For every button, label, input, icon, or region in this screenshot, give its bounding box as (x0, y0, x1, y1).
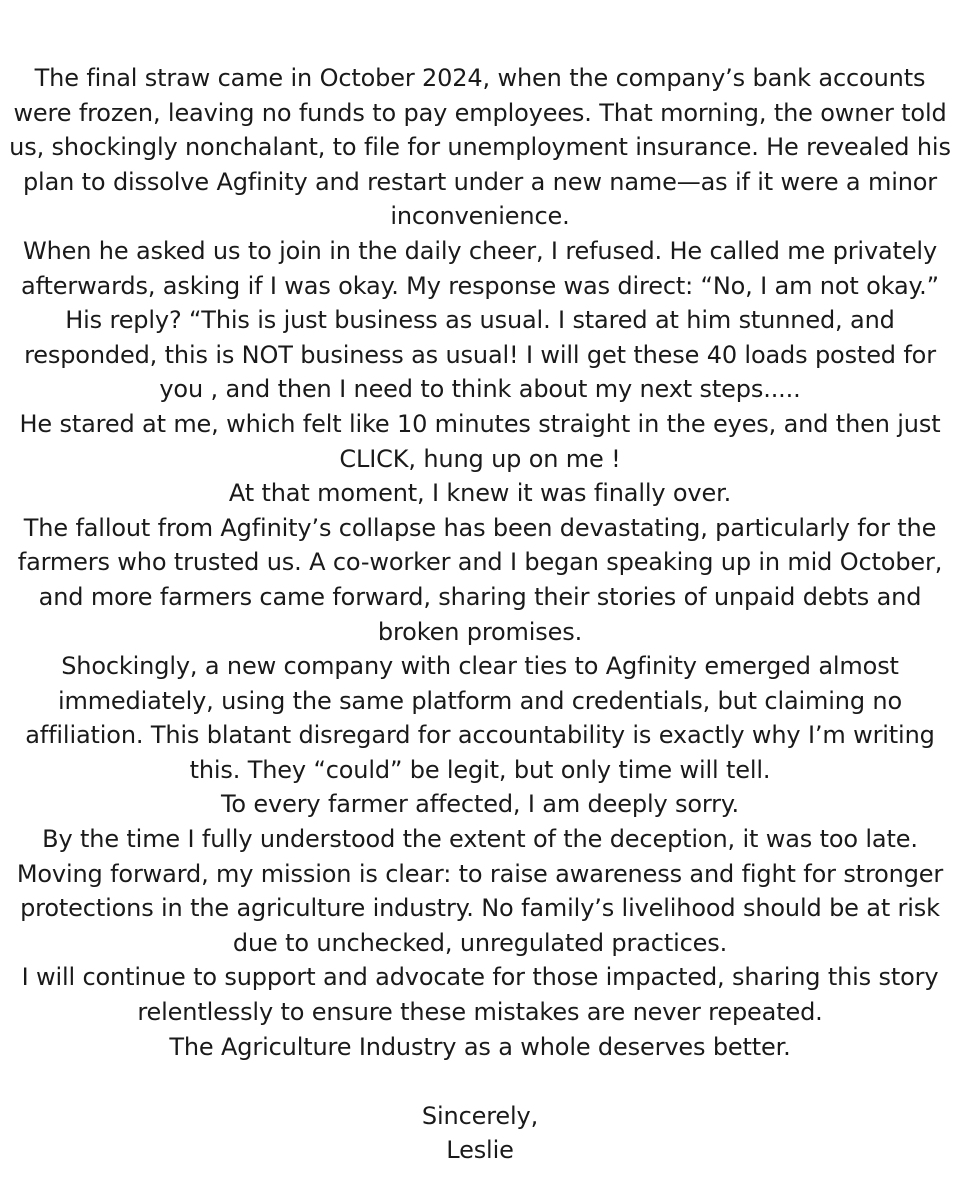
closing: Sincerely, (421, 1101, 539, 1130)
paragraph-mission: Moving forward, my mission is clear: to raise awareness and fight for stronger protections in the agriculture industry. No family’s livelihood should be at risk due to unchecked, unregulated practices. (16, 859, 944, 957)
paragraph-final-straw: The final straw came in October 2024, when the company’s bank accounts were frozen, leaving no funds to pay employees. That morning, the owner told us, shockingly nonchalant, to file for unemployment insurance. He revealed his plan to dissolve Agfinity and restart under a new name—as if it were a minor inconvenience. (9, 64, 951, 231)
paragraph-new-company: Shockingly, a new company with clear ties to Agfinity emerged almost immediately, using the same platform and credentials, but claiming no affiliation. This blatant disregard for accountability is exactly why I’m writing this. They “could” be legit, but only time will tell. (25, 652, 935, 784)
paragraph-apology: To every farmer affected, I am deeply sorry. (220, 790, 740, 819)
paragraph-hung-up: He stared at me, which felt like 10 minutes straight in the eyes, and then just CLICK, hung up on me ! (19, 409, 941, 473)
paragraph-deserves-better: The Agriculture Industry as a whole deserves better. (169, 1032, 791, 1061)
paragraph-finally-over: At that moment, I knew it was finally over. (228, 479, 732, 508)
paragraph-daily-cheer: When he asked us to join in the daily cheer, I refused. He called me privately afterwards, asking if I was okay. My response was direct: “No, I am not okay.” His reply? “This is just business as usual. I stared at him stunned, and responded, this is NOT business as usual! I will get these 40 loads posted for you , and then I need to think about my next steps..... (21, 236, 939, 404)
letter-body (0, 61, 960, 1168)
signature: Leslie (446, 1136, 514, 1165)
paragraph-fallout: The fallout from Agfinity’s collapse has been devastating, particularly for the farmers who trusted us. A co-worker and I began speaking up in mid October, and more farmers came forward, sharing their stories of unpaid debts and broken promises. (17, 513, 943, 646)
paragraph-advocacy: I will continue to support and advocate for those impacted, sharing this story relentlessly to ensure these mistakes are never repeated. (21, 963, 939, 1027)
paragraph-too-late: By the time I fully understood the extent of the deception, it was too late. (42, 825, 918, 854)
closing-spacer (0, 1064, 960, 1099)
